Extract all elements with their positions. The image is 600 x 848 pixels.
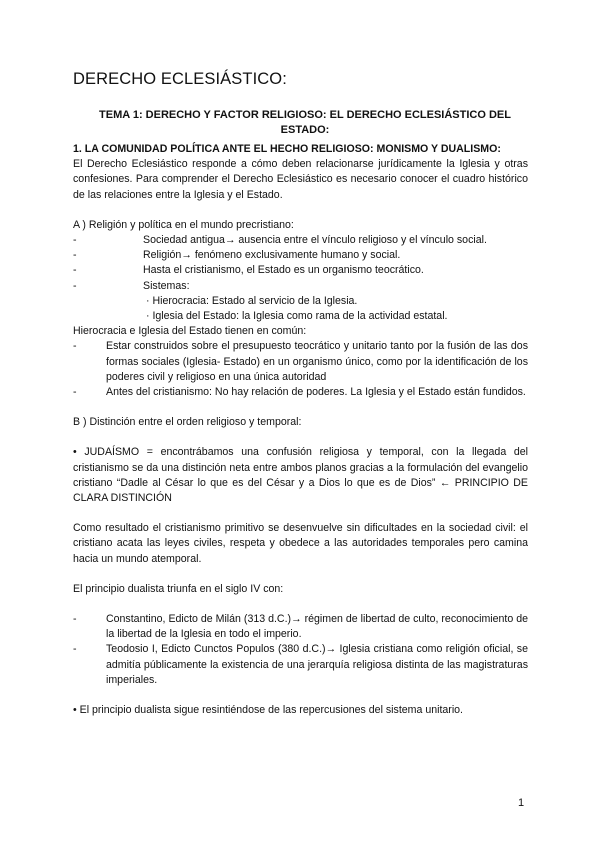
list-item-text: Constantino, Edicto de Milán (313 d.C.)→ régimen de libertad de culto, reconocimiento de la libertad de la Iglesia en todo el imperio. (106, 613, 528, 641)
list-item (73, 642, 528, 688)
sistema-item: · Hierocracia: Estado al servicio de la Iglesia. (146, 294, 358, 307)
comun-intro: Hierocracia e Iglesia del Estado tienen en común: (73, 325, 307, 338)
subheading-b: B ) Distinción entre el orden religioso y temporal: (73, 416, 302, 429)
subheading-a: A ) Religión y política en el mundo precristiano: (73, 218, 294, 231)
dash-marker: - (73, 643, 77, 656)
list-item-text: Hasta el cristianismo, el Estado es un organismo teocrático. (143, 264, 424, 277)
heading-1: 1. LA COMUNIDAD POLÍTICA ANTE EL HECHO RELIGIOSO: MONISMO Y DUALISMO: (73, 143, 501, 155)
dash-marker: - (73, 234, 77, 247)
list-item (73, 339, 528, 385)
list-precristiano (73, 233, 528, 294)
intro-paragraph: El Derecho Eclesiástico responde a cómo deben relacionarse jurídicamente la Iglesia y otras confesiones. Para comprender el Derecho Eclesiástico es necesario conocer el cuadro histórico de las relaciones entre la Iglesia y el Estado. (73, 158, 528, 201)
list-item-text: Sistemas: (143, 279, 190, 292)
list-item (73, 233, 528, 248)
dash-marker: - (73, 386, 77, 399)
document-body (73, 142, 528, 718)
list-item (73, 612, 528, 642)
list-dualista (73, 612, 528, 688)
list-item-text: Sociedad antigua→ ausencia entre el vínculo religioso y el vínculo social. (143, 234, 487, 247)
list-item-text: Religión→ fenómeno exclusivamente humano y social. (143, 249, 401, 262)
list-item (73, 279, 528, 294)
dash-marker: - (73, 249, 77, 262)
sistema-item: · Iglesia del Estado: la Iglesia como rama de la actividad estatal. (146, 310, 448, 323)
list-item (73, 385, 528, 400)
list-item-text: Teodosio I, Edicto Cunctos Populos (380 d.C.)→ Iglesia cristiana como religión oficial, se admitía públicamente la existencia de una jerarquía religiosa distinta de las magistraturas imperiales. (106, 643, 528, 686)
list-item (73, 248, 528, 263)
page-number: 1 (518, 797, 525, 809)
dash-marker: - (73, 613, 77, 626)
list-item (73, 263, 528, 278)
resultado-paragraph: Como resultado el cristianismo primitivo se desenvuelve sin dificultades en la sociedad civil: el cristiano acata las leyes civiles, respeta y obedece a las autoridades temporales pero camina hacia un mundo atemporal. (73, 522, 528, 565)
list-comun (73, 339, 528, 400)
judaismo-paragraph: • JUDAÍSMO = encontrábamos una confusión religiosa y temporal, con la llegada del cristianismo se da una distinción neta entre ambos planos gracias a la formulación del evangelio cristiano “Dadle al César lo que es del César y a Dios lo que es de Dios” ← PRINCIPIO DE CLARA DISTINCIÓN (73, 446, 528, 505)
document-title: DERECHO ECLESIÁSTICO: (73, 70, 287, 88)
final-bullet: • El principio dualista sigue resintiéndose de las repercusiones del sistema unitario. (73, 704, 464, 717)
section-title: TEMA 1: DERECHO Y FACTOR RELIGIOSO: EL DERECHO ECLESIÁSTICO DEL ESTADO: (99, 109, 511, 136)
dualista-intro: El principio dualista triunfa en el siglo IV con: (73, 582, 284, 595)
dash-marker: - (73, 264, 77, 277)
list-item-text: Antes del cristianismo: No hay relación de poderes. La Iglesia y el Estado están fundidos. (106, 386, 526, 399)
list-item-text: Estar construidos sobre el presupuesto teocrático y unitario tanto por la fusión de las dos formas sociales (Iglesia- Estado) en un organismo único, como por la identificación de los poderes civil y religioso en una única autoridad (106, 340, 528, 383)
dash-marker: - (73, 340, 77, 353)
dash-marker: - (73, 279, 77, 292)
